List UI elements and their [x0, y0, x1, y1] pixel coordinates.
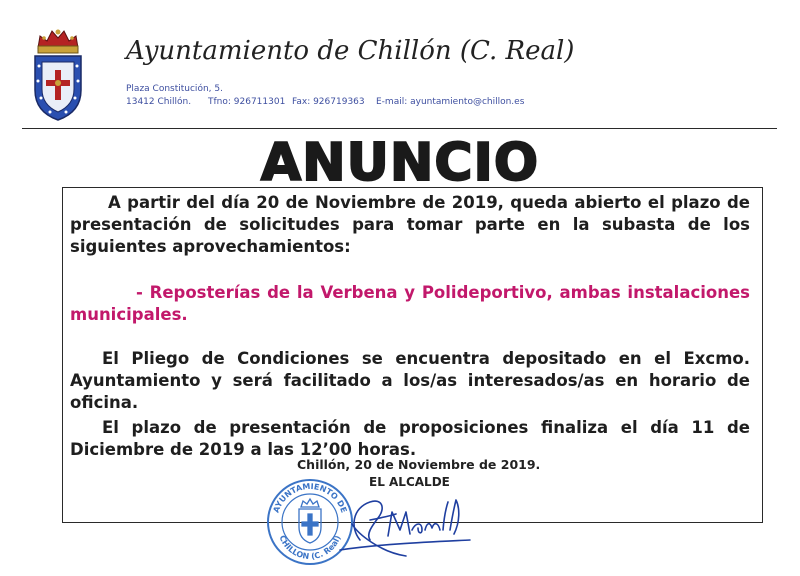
- stamp-text-top: AYUNTAMIENTO DE: [271, 481, 349, 514]
- organization-name: Ayuntamiento de Chillón (C. Real): [126, 36, 575, 66]
- email-address: E-mail: ayuntamiento@chillon.es: [376, 97, 525, 107]
- postal-city: 13412 Chillón.: [126, 97, 192, 107]
- fax-number: Fax: 926719363: [292, 97, 365, 107]
- notice-paragraph-conditions: El Pliego de Condiciones se encuentra depositado en el Excmo. Ayuntamiento y será facilitado a los/as interesados/as en horario de oficina.: [70, 349, 750, 412]
- address-line: Plaza Constitución, 5.: [126, 84, 223, 94]
- signer-title: EL ALCALDE: [369, 475, 450, 489]
- notice-paragraph-deadline: El plazo de presentación de proposiciones finaliza el día 11 de Diciembre de 2019 a las 12’00 horas.: [70, 418, 750, 459]
- coat-of-arms-icon: [30, 26, 86, 122]
- phone-number: Tfno: 926711301: [208, 97, 286, 107]
- header-divider: [22, 128, 777, 129]
- notice-paragraph-intro: A partir del día 20 de Noviembre de 2019, queda abierto el plazo de presentación de solicitudes para tomar parte en la subasta de los siguientes aprovechamientos:: [70, 193, 750, 256]
- stamp-text-bottom: CHILLON (C. Real): [277, 534, 343, 562]
- notice-headline: ANUNCIO: [260, 133, 540, 193]
- handwritten-signature: [330, 478, 480, 563]
- stamp-crest-icon: [299, 499, 321, 543]
- date-place: Chillón, 20 de Noviembre de 2019.: [297, 457, 541, 472]
- notice-item: - Reposterías de la Verbena y Polideportivo, ambas instalaciones municipales.: [70, 283, 750, 324]
